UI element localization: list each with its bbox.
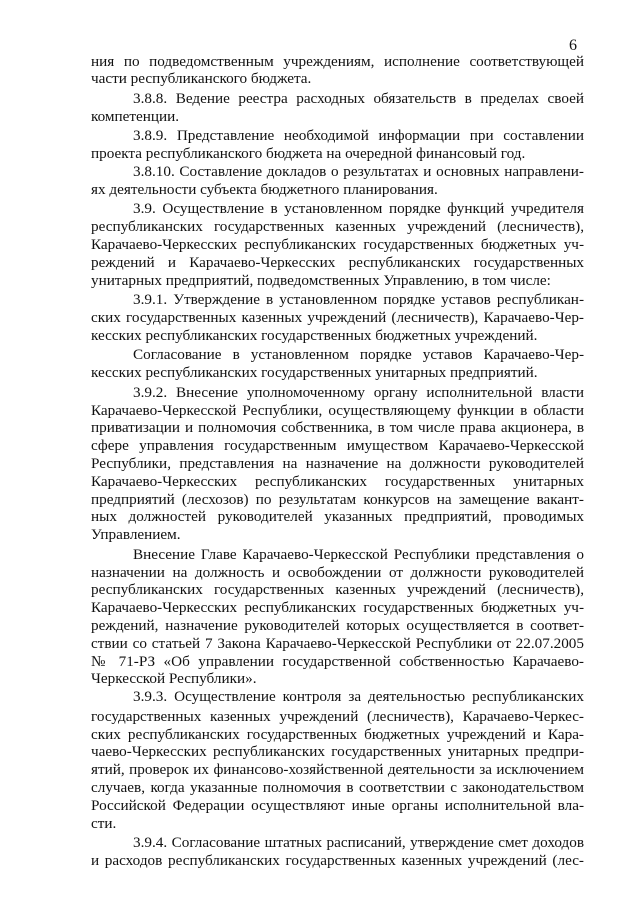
text-line: приватизации и полномочия собственника, в том числе права акционера, в <box>91 419 584 436</box>
text-line: ятий, проверок их финансово-хозяйственной деятельности за исключением <box>91 761 584 778</box>
text-line: Карачаево-Черкесских республиканских государственных бюджетных уч- <box>91 236 584 253</box>
text-line: республиканских государственных казенных учреждений (лесничеств), <box>91 218 584 235</box>
text-line: 3.9.1. Утверждение в установленном порядке уставов республикан- <box>133 291 584 308</box>
text-line: реждений и Карачаево-Черкесских республиканских государственных <box>91 254 584 271</box>
text-line: кесских республиканских государственных унитарных предприятий. <box>91 364 538 381</box>
text-line: проекта республиканского бюджета на очередной финансовый год. <box>91 145 526 162</box>
text-line: ствии со статьей 7 Закона Карачаево-Черкесской Республики от 22.07.2005 <box>91 635 584 652</box>
page-number: 6 <box>569 37 577 54</box>
text-line: ных должностей руководителей указанных предприятий, проводимых <box>91 508 584 525</box>
text-line: унитарных предприятий, подведомственных Управлению, в том числе: <box>91 272 551 289</box>
text-line: 3.9.3. Осуществление контроля за деятельностью республиканских <box>133 688 584 705</box>
text-line: ских государственных казенных учреждений (лесничеств), Карачаево-Чер- <box>91 309 584 326</box>
text-line: Карачаево-Черкесских республиканских государственных унитарных <box>91 473 584 490</box>
text-line: республиканских государственных казенных учреждений (лесничеств), <box>91 581 584 598</box>
text-line: № 71-РЗ «Об управлении государственной собственностью Карачаево- <box>91 653 584 670</box>
text-line: сфере управления государственным имуществом Карачаево-Черкесской <box>91 437 584 454</box>
text-line: Управлением. <box>91 526 181 543</box>
text-line: ния по подведомственным учреждениям, исполнение соответствующей <box>91 53 584 70</box>
text-line: части республиканского бюджета. <box>91 70 312 87</box>
text-line: случаев, когда указанные полномочия в соответствии с законодательством <box>91 779 584 796</box>
text-line: 3.9.4. Согласование штатных расписаний, утверждение смет доходов <box>133 834 584 851</box>
text-line: кесских республиканских государственных бюджетных учреждений. <box>91 327 538 344</box>
text-line: и расходов республиканских государственных казенных учреждений (лес- <box>91 852 584 869</box>
text-line: предприятий (лесхозов) по результатам конкурсов на замещение вакант- <box>91 491 584 508</box>
text-line: 3.9.2. Внесение уполномоченному органу исполнительной власти <box>133 384 584 401</box>
text-line: Черкесской Республики». <box>91 670 257 687</box>
text-line: ских республиканских государственных бюджетных учреждений и Кара- <box>91 726 584 743</box>
text-line: Внесение Главе Карачаево-Черкесской Республики представления о <box>133 546 584 563</box>
text-line: назначении на должность и освобождении от должности руководителей <box>91 564 584 581</box>
text-line: ях деятельности субъекта бюджетного планирования. <box>91 181 438 198</box>
text-line: Республики, представления на назначение на должности руководителей <box>91 455 584 472</box>
text-line: 3.8.9. Представление необходимой информации при составлении <box>133 127 584 144</box>
text-line: 3.8.10. Составление докладов о результатах и основных направлени- <box>133 163 584 180</box>
text-line: 3.9. Осуществление в установленном порядке функций учредителя <box>133 200 584 217</box>
text-line: Российской Федерации осуществляют иные органы исполнительной вла- <box>91 797 584 814</box>
text-line: 3.8.8. Ведение реестра расходных обязательств в пределах своей <box>133 90 584 107</box>
text-line: реждений, назначение руководителей которых осуществляется в соответ- <box>91 617 584 634</box>
text-line: Карачаево-Черкесских республиканских государственных бюджетных уч- <box>91 599 584 616</box>
text-line: Согласование в установленном порядке уставов Карачаево-Чер- <box>133 346 584 363</box>
text-line: Карачаево-Черкесской Республики, осуществляющему функции в области <box>91 402 584 419</box>
text-line: сти. <box>91 815 117 832</box>
text-line: компетенции. <box>91 108 180 125</box>
text-line: чаево-Черкесских республиканских государственных унитарных предпри- <box>91 743 584 760</box>
text-line: государственных казенных учреждений (лесничеств), Карачаево-Черкес- <box>91 708 584 725</box>
